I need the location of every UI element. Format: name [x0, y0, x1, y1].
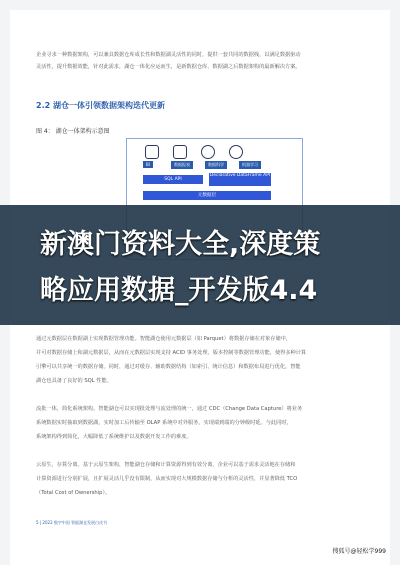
- tag-ml: 机器学习: [239, 161, 261, 169]
- section-heading: 2.2 湖仓一体引领数据架构迭代更新: [36, 101, 165, 110]
- body-line-1: 通过元数据层在数据湖上实现数据管理功能。智能湖仓使用元数据层（如 Parquet）将数据存储在对象存储中，: [36, 336, 292, 342]
- dataframe-api-bar: Declarative DataFrame API: [209, 173, 271, 186]
- science-icon: [201, 145, 215, 159]
- intro-line-1: 企业寻求一种数据架构，可以兼具数据仓库成长性和数据湖灵活性的同时，提供一套共同的数据栈，以满足数据驱动: [36, 52, 301, 58]
- page-footer: 5 | 2022 数字中国 智能湖仓发展白皮书: [36, 520, 108, 525]
- machine-learning-icon: [229, 145, 243, 159]
- tag-report: 数据报表: [171, 161, 193, 169]
- report-icon: [173, 145, 187, 159]
- watermark: 搜狐号@轻松学999: [332, 548, 386, 555]
- tag-bi: BI: [143, 161, 153, 168]
- body-line-4: 湖仓也具备了良好的 SQL 性能。: [36, 378, 112, 384]
- intro-line-2: 灵活性，提升数据效能，针对此需求，湖仓一体化应运而生，是新数据仓库、数据湖之后数据架构的最新解决方案。: [36, 64, 301, 70]
- sql-api-bar: SQL API: [143, 175, 203, 184]
- body-line-6: 系统数据实时抽取到数据湖，实时加工后传输至 OLAP 系统中对外服务，实现端到端的分钟级时延。与此同时，: [36, 420, 292, 426]
- body-line-7: 系统架构得到简化，大幅降低了系统维护以及数据开发工作的难度。: [36, 434, 192, 440]
- body-line-8: 云原生，存算分离。基于云原生架构，智能湖仓存储和计算资源得到有效分离，企业可以基于需求灵活地在存储和: [36, 462, 296, 468]
- metadata-layer-bar: 元数据层: [143, 191, 271, 200]
- body-line-2: 并可对数据存储上和湖元数据层，从而在元数据层实现支持 ACID 事务处理、版本控制等数据管理功能，使得多种计算: [36, 350, 307, 356]
- banner-title-line-2: 略应用数据_开发版4.4: [40, 275, 318, 306]
- body-line-9: 计算资源进行分别扩展，且扩展灵活几乎没有限制，从而实现对大规模数据存储与分析的灵活性，并显著降低 TCO: [36, 476, 298, 482]
- body-line-3: 引擎可以共享统一的数据存储。同时，通过对缓存、辅助数据结构（如索引、统计信息）和数据布局进行优化，智能: [36, 364, 301, 370]
- tag-science: 数据科学: [205, 161, 227, 169]
- body-line-5: 流批一体，简化系统架构。智能湖仓可以实现批处理与流处理的统一，通过 CDC（Change Data Capture）将业务: [36, 406, 303, 412]
- body-line-10: （Total Cost of Ownership）。: [36, 490, 111, 496]
- banner-title-line-1: 新澳门资料大全,深度策: [40, 229, 321, 260]
- figure-caption: 图 4： 湖仓一体架构示意图: [36, 128, 110, 135]
- bi-chart-icon: [145, 145, 159, 159]
